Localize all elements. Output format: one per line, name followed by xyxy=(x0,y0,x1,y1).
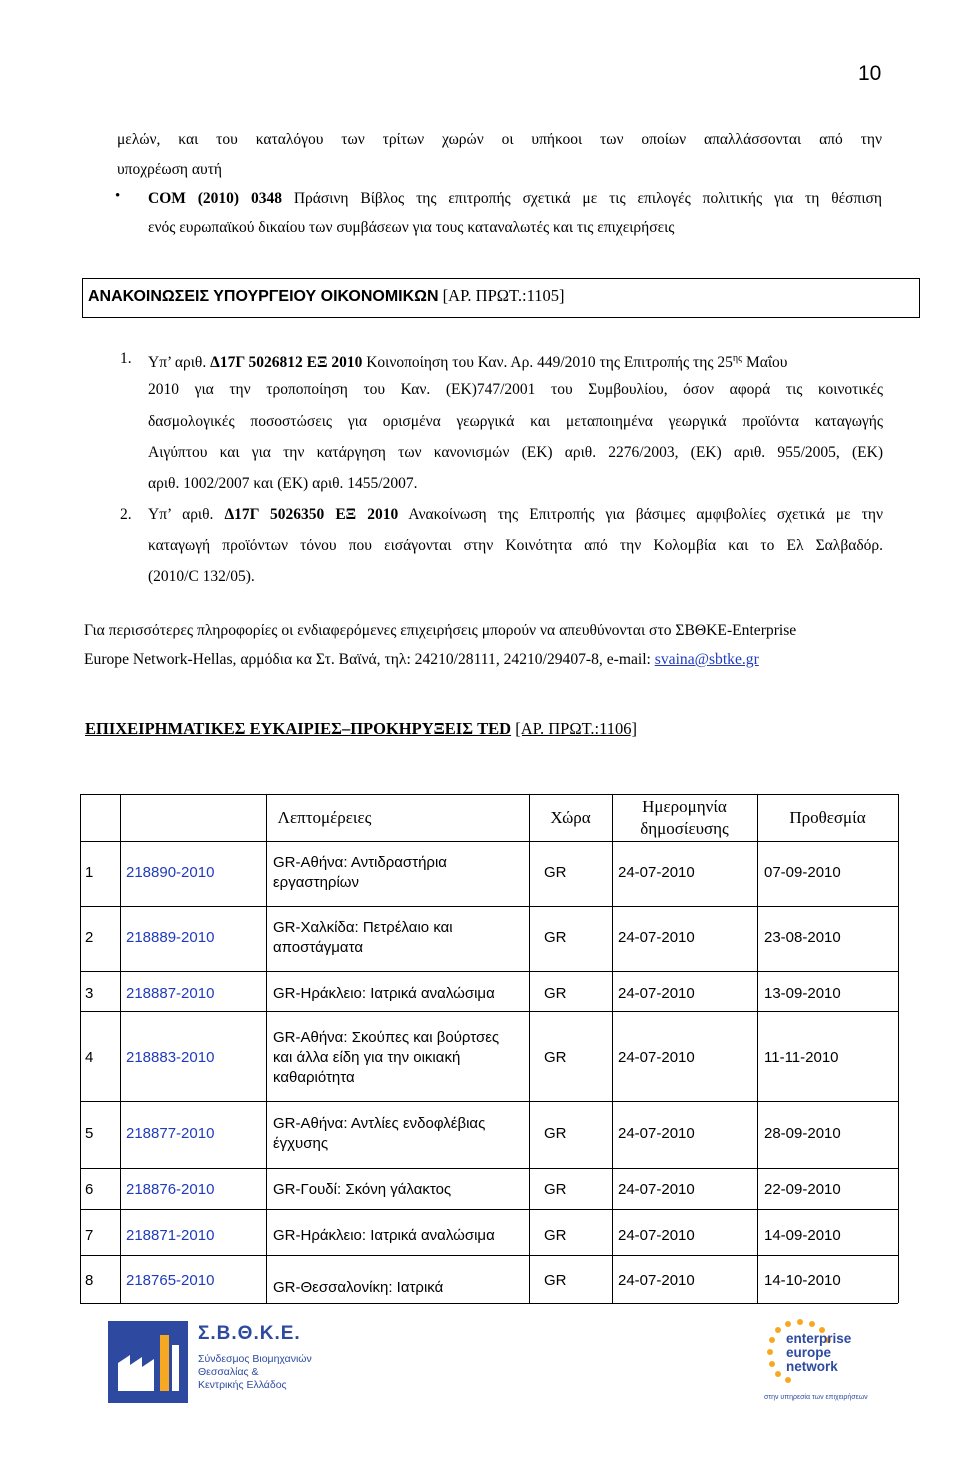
row7-deadline: 14-09-2010 xyxy=(764,1227,841,1244)
row4-id[interactable]: 218883-2010 xyxy=(126,1049,215,1066)
bullet-marker: • xyxy=(115,188,121,204)
row2-id[interactable]: 218889-2010 xyxy=(126,929,215,946)
item2-text: Ανακοίνωση της Επιτροπής για βάσιμες αμφιβολίες σχετικά με την xyxy=(408,506,884,523)
header-deadline: Προθεσμία xyxy=(789,808,866,827)
row7-number: 7 xyxy=(85,1227,94,1244)
row7-desc-1: GR-Ηράκλειο: Ιατρικά αναλώσιμα xyxy=(273,1227,495,1244)
item1-text: Κοινοποίηση του Καν. Αρ. 449/2010 της Επιτροπής της 25 xyxy=(366,354,733,372)
row2-number: 2 xyxy=(85,929,94,946)
item2-prefix: Υπ’ αριθ. xyxy=(148,506,214,523)
contact-line1: Για περισσότερες πληροφορίες οι ενδιαφερόμενες επιχειρήσεις μπορούν να απευθύνονται στο ΣΒΘΚΕ-Enterprise xyxy=(84,622,797,639)
row4-desc-3: καθαριότητα xyxy=(273,1069,355,1086)
row1-id[interactable]: 218890-2010 xyxy=(126,864,215,881)
sbvke-sub-3: Κεντρικής Ελλάδος xyxy=(198,1379,287,1391)
een-line-3: network xyxy=(786,1359,838,1374)
row8-country: GR xyxy=(544,1272,567,1289)
row2-desc-2: αποστάγματα xyxy=(273,939,363,956)
row5-country: GR xyxy=(544,1125,567,1142)
row5-pub-date: 24-07-2010 xyxy=(618,1125,695,1142)
row3-desc-1: GR-Ηράκλειο: Ιατρικά αναλώσιμα xyxy=(273,985,495,1002)
row3-country: GR xyxy=(544,985,567,1002)
row5-id[interactable]: 218877-2010 xyxy=(126,1125,215,1142)
row2-desc-1: GR-Χαλκίδα: Πετρέλαιο και xyxy=(273,919,453,936)
item1-line4: Αιγύπτου και για την κατάργηση των κανονισμών (ΕΚ) αριθ. 2276/2003, (ΕΚ) αριθ. 955/2005, (ΕΚ) xyxy=(148,444,883,461)
row1-number: 1 xyxy=(85,864,94,881)
para1-line2: υποχρέωση αυτή xyxy=(117,161,223,178)
item2-code: Δ17Γ 5026350 ΕΞ 2010 xyxy=(224,506,399,523)
section2-title-b: ΠΡΟΚΗΡΥΞΕΙΣ TED xyxy=(350,719,512,738)
row8-desc-1: GR-Θεσσαλονίκη: Ιατρικά xyxy=(273,1279,444,1296)
row8-number: 8 xyxy=(85,1272,94,1289)
row3-pub-date: 24-07-2010 xyxy=(618,985,695,1002)
row8-pub-date: 24-07-2010 xyxy=(618,1272,695,1289)
bullet-text: Πράσινη Βίβλος της επιτροπής σχετικά με τις επιλογές πολιτικής για τη θέσπιση xyxy=(293,190,882,207)
row6-id[interactable]: 218876-2010 xyxy=(126,1181,215,1198)
row7-id[interactable]: 218871-2010 xyxy=(126,1227,215,1244)
sbvke-logo xyxy=(108,1321,312,1408)
row5-desc-1: GR-Αθήνα: Αντλίες ενδοφλέβιας xyxy=(273,1115,486,1132)
row4-country: GR xyxy=(544,1049,567,1066)
row4-desc-1: GR-Αθήνα: Σκούπες και βούρτσες xyxy=(273,1029,500,1046)
row5-desc-2: έγχυσης xyxy=(273,1135,329,1152)
tenders-table xyxy=(80,794,898,1303)
sbvke-factory-icon xyxy=(108,1321,188,1403)
row2-country: GR xyxy=(544,929,567,946)
row6-number: 6 xyxy=(85,1181,94,1198)
section2-title-a: ΕΠΙΧΕΙΡΗΜΑΤΙΚΕΣ ΕΥΚΑΙΡΙΕΣ xyxy=(85,719,342,738)
row6-deadline: 22-09-2010 xyxy=(764,1181,841,1198)
row8-deadline: 14-10-2010 xyxy=(764,1272,841,1289)
row4-pub-date: 24-07-2010 xyxy=(618,1049,695,1066)
row1-desc-1: GR-Αθήνα: Αντιδραστήρια xyxy=(273,854,447,871)
contact-line2 xyxy=(84,650,759,670)
item2-number: 2. xyxy=(120,506,132,523)
header-country: Χώρα xyxy=(550,808,591,827)
een-logo xyxy=(748,1318,868,1401)
row2-deadline: 23-08-2010 xyxy=(764,929,841,946)
section2-heading: ΕΠΙΧΕΙΡΗΜΑΤΙΚΕΣ ΕΥΚΑΙΡΙΕΣ–ΠΡΟΚΗΡΥΞΕΙΣ TED [ΑΡ. ΠΡΩΤ.:1106] xyxy=(85,719,638,738)
sbvke-sub-1: Σύνδεσμος Βιομηχανιών xyxy=(198,1353,312,1365)
bullet-line2: ενός ευρωπαϊκού δικαίου των συμβάσεων για τους καταναλωτές και τις επιχειρήσεις xyxy=(148,219,675,236)
een-line-1: enterprise xyxy=(786,1331,852,1346)
row7-pub-date: 24-07-2010 xyxy=(618,1227,695,1244)
row4-desc-2: και άλλα είδη για την οικιακή xyxy=(273,1049,461,1066)
header-details: Λεπτομέρειες xyxy=(277,808,372,827)
announcement-box-label xyxy=(88,286,564,306)
row5-deadline: 28-09-2010 xyxy=(764,1125,841,1142)
row3-id[interactable]: 218887-2010 xyxy=(126,985,215,1002)
row4-number: 4 xyxy=(85,1049,94,1066)
row3-number: 3 xyxy=(85,985,94,1002)
bullet-line1 xyxy=(148,189,882,209)
row5-number: 5 xyxy=(85,1125,94,1142)
row8-id[interactable]: 218765-2010 xyxy=(126,1272,215,1289)
row6-desc-1: GR-Γουδί: Σκόνη γάλακτος xyxy=(273,1181,452,1198)
item2-line3: (2010/C 132/05). xyxy=(148,568,255,585)
row3-deadline: 13-09-2010 xyxy=(764,985,841,1002)
page-number: 10 xyxy=(858,62,882,85)
section2-ref: [ΑΡ. ΠΡΩΤ.:1106] xyxy=(515,719,638,738)
announcement-ref: [ΑΡ. ΠΡΩΤ.:1105] xyxy=(442,286,565,305)
een-tagline: στην υπηρεσία των επιχειρήσεων xyxy=(764,1394,868,1401)
announcement-title: ΑΝΑΚΟΙΝΩΣΕΙΣ ΥΠΟΥΡΓΕΙΟΥ ΟΙΚΟΝΟΜΙΚΩΝ xyxy=(88,288,439,305)
row2-pub-date: 24-07-2010 xyxy=(618,929,695,946)
row1-deadline: 07-09-2010 xyxy=(764,864,841,881)
bullet-code: COM (2010) 0348 xyxy=(148,190,282,207)
row4-deadline: 11-11-2010 xyxy=(764,1049,839,1066)
sbvke-name: Σ.Β.Θ.Κ.Ε. xyxy=(198,1323,301,1344)
item1-number: 1. xyxy=(120,350,132,367)
row6-country: GR xyxy=(544,1181,567,1198)
item1-line1 xyxy=(148,349,883,373)
item2-line1 xyxy=(148,505,883,525)
item1-line3: δασμολογικές ποσοστώσεις για ορισμένα γεωργικά και μεταποιημένα γεωργικά προϊόντα καταγωγής xyxy=(148,413,883,430)
een-line-2: europe xyxy=(786,1345,832,1360)
row6-pub-date: 24-07-2010 xyxy=(618,1181,695,1198)
row1-pub-date: 24-07-2010 xyxy=(618,864,695,881)
sbvke-sub-2: Θεσσαλίας & xyxy=(198,1366,259,1378)
contact-email-link[interactable]: svaina@sbtke.gr xyxy=(654,651,759,668)
item1-code: Δ17Γ 5026812 ΕΞ 2010 xyxy=(210,354,363,372)
header-pub-date-2: δημοσίευσης xyxy=(640,819,729,838)
item1-sup: ης xyxy=(732,353,743,364)
row1-desc-2: εργαστηρίων xyxy=(273,874,359,891)
row1-country: GR xyxy=(544,864,567,881)
item1-line2: 2010 για την τροποποίηση του Καν. (ΕΚ)747/2001 του Συμβουλίου, όσον αφορά τις κοινοτικές xyxy=(148,381,883,398)
item2-line2: καταγωγή προϊόντων τόνου που εισάγονται στην Κοινότητα από την Κολομβία και το Ελ Σαλβαδόρ. xyxy=(148,537,883,554)
header-pub-date-1: Ημερομηνία xyxy=(642,797,727,816)
contact-text: Europe Network-Hellas, αρμόδια κα Στ. Βαϊνά, τηλ: 24210/28111, 24210/29407-8, e-mail: xyxy=(84,651,651,668)
row7-country: GR xyxy=(544,1227,567,1244)
item1-prefix: Υπ’ αριθ. xyxy=(148,354,207,372)
item1-line5: αριθ. 1002/2007 και (ΕΚ) αριθ. 1455/2007. xyxy=(148,475,418,492)
item1-text-b: Μαΐου xyxy=(745,354,788,372)
para1-line1: μελών, και του καταλόγου των τρίτων χωρών οι υπήκοοι των οποίων απαλλάσσονται από την xyxy=(117,131,882,148)
